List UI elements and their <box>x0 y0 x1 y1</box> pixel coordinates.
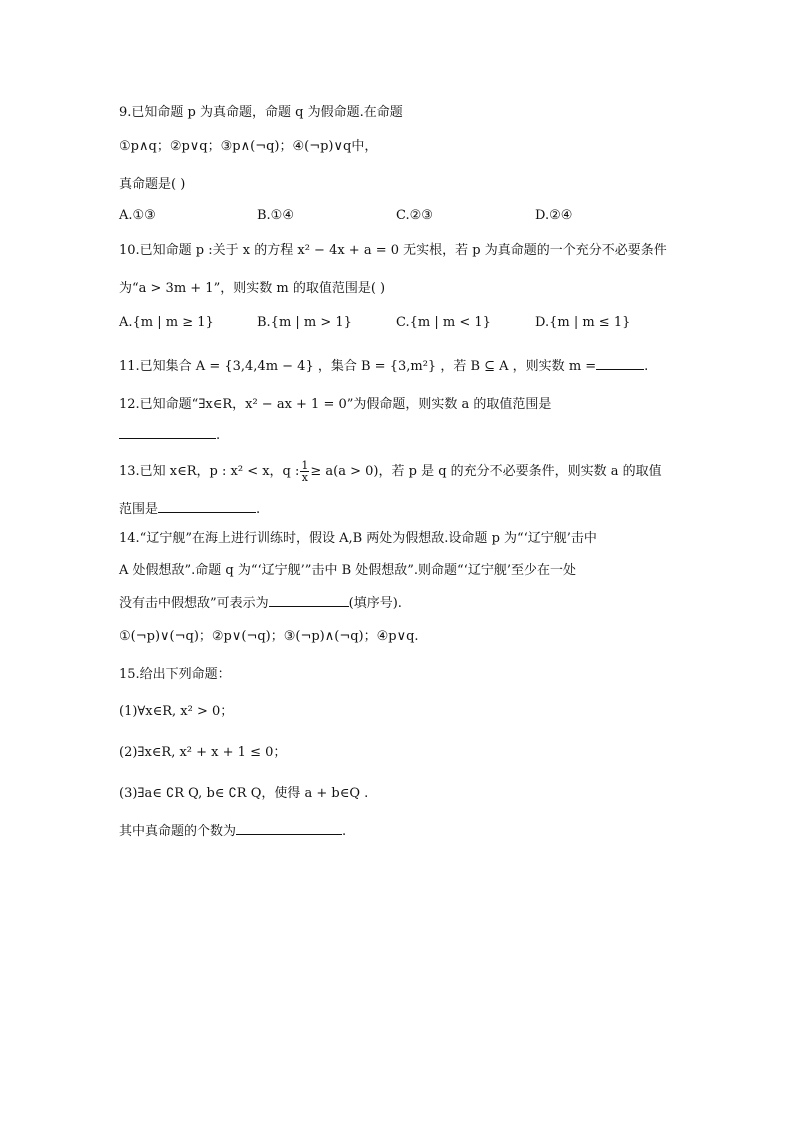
q15-stem: 15.给出下列命题： <box>119 667 231 682</box>
q15-answer-blank[interactable] <box>236 822 342 835</box>
q14-line2: A 处假想敌”.命题 q 为“‘辽宁舰’”击中 B 处假想敌”.则命题“‘辽宁舰’至少在一处 <box>119 563 576 578</box>
q12-end: . <box>216 428 221 443</box>
q15-item3: (3)∃a∈ ∁R Q, b∈ ∁R Q，使得 a + b∈Q . <box>119 786 369 801</box>
q14-line3a: 没有击中假想敌”可表示为 <box>119 596 269 611</box>
q10-option-d: D.{m | m ≤ 1} <box>535 315 631 330</box>
q10-cont: 为“a > 3m + 1”，则实数 m 的取值范围是( ) <box>119 281 386 296</box>
q13-frac-num: 1 <box>301 459 309 472</box>
q10-option-c: C.{m | m < 1} <box>396 315 491 330</box>
q13-line <box>119 460 662 483</box>
q15-ask: 其中真命题的个数为 <box>119 824 237 839</box>
q14-line3b: (填序号). <box>348 596 402 611</box>
q12-answer-blank[interactable] <box>119 426 216 439</box>
q14-line1: 14.“辽宁舰”在海上进行训练时，假设 A,B 两处为假想敌.设命题 p 为“‘辽宁舰’击中 <box>119 531 597 546</box>
q10-stem: 10.已知命题 p :关于 x 的方程 x² − 4x + a = 0 无实根，若 p 为真命题的一个充分不必要条件 <box>119 243 667 258</box>
q13-text-b: ≥ a(a > 0)，若 p 是 q 的充分不必要条件，则实数 a 的取值 <box>310 464 662 479</box>
q14-items: ①(¬p)∨(¬q)；②p∨(¬q)；③(¬p)∧(¬q)；④p∨q. <box>119 629 419 644</box>
q13-cont: 范围是 <box>119 502 159 517</box>
q13-end: . <box>256 502 261 517</box>
q9-ask: 真命题是( ) <box>119 177 186 192</box>
q9-option-d: D.②④ <box>535 208 573 223</box>
q13-fraction <box>300 460 309 483</box>
q10-option-b: B.{m | m > 1} <box>257 315 352 330</box>
q11-end: . <box>644 359 649 374</box>
q13-text-a: 13.已知 x∈R，p : x² < x，q : <box>119 464 300 479</box>
q13-frac-den: x <box>301 471 308 484</box>
q15-item1: (1)∀x∈R, x² > 0； <box>119 704 234 719</box>
q14-answer-blank[interactable] <box>269 594 349 607</box>
q9-stem: 9.已知命题 p 为真命题，命题 q 为假命题.在命题 <box>119 105 403 120</box>
q13-answer-blank[interactable] <box>158 500 256 513</box>
q11-text: 11.已知集合 A = {3,4,4m − 4} ，集合 B = {3,m²} ，若 B ⊆ A ，则实数 m = <box>119 359 597 374</box>
q9-option-b: B.①④ <box>257 208 294 223</box>
q14-line3 <box>119 594 402 613</box>
q9-option-a: A.①③ <box>119 208 156 223</box>
q10-option-a: A.{m | m ≥ 1} <box>119 315 214 330</box>
q12-blank-line <box>119 426 220 445</box>
q15-end: . <box>342 824 347 839</box>
q11-answer-blank[interactable] <box>596 357 644 370</box>
q9-option-c: C.②③ <box>396 208 433 223</box>
q15-ask-line <box>119 822 346 841</box>
q15-item2: (2)∃x∈R, x² + x + 1 ≤ 0； <box>119 745 287 760</box>
q11-line <box>119 357 648 376</box>
q9-items: ①p∧q；②p∨q；③p∧(¬q)；④(¬p)∨q中， <box>119 139 378 154</box>
q12-text: 12.已知命题“∃x∈R，x² − ax + 1 = 0”为假命题，则实数 a 的取值范围是 <box>119 397 552 412</box>
q13-cont-line <box>119 500 260 519</box>
